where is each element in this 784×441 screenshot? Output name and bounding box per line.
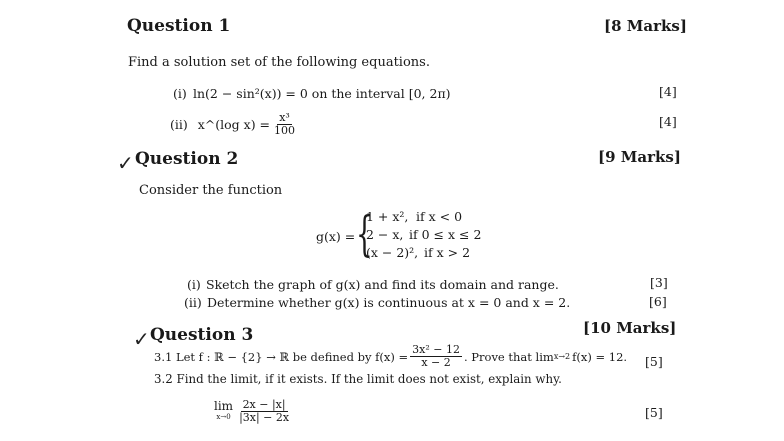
q1-item-i-label: (i) bbox=[173, 86, 187, 101]
limit-subscript: x→0 bbox=[216, 412, 231, 421]
q3-marks: [10 Marks] bbox=[583, 319, 677, 337]
q2-func-name: g(x) = bbox=[316, 229, 356, 244]
q2-title: Question 2 bbox=[135, 149, 239, 169]
q1-item-ii-marks: [4] bbox=[659, 114, 677, 129]
q1-item-i-marks: [4] bbox=[659, 84, 677, 99]
case-3-cond: if x > 2 bbox=[424, 245, 471, 260]
q1-item-i-text: ln(2 − sin²(x)) = 0 on the interval [0, 2π) bbox=[193, 86, 451, 101]
fraction-numerator: 3x² − 12 bbox=[412, 343, 460, 356]
q2-item-i-marks: [3] bbox=[650, 275, 668, 290]
case-2-expr: 2 − x, bbox=[366, 227, 404, 242]
q1-item-ii bbox=[170, 112, 295, 137]
case-2-cond: if 0 ≤ x ≤ 2 bbox=[409, 227, 482, 242]
piecewise-brace: { bbox=[356, 206, 373, 262]
q2-item-ii-label: (ii) bbox=[184, 295, 202, 310]
case-3-expr: (x − 2)², bbox=[366, 245, 419, 260]
q2-intro: Consider the function bbox=[139, 183, 283, 198]
q2-item-ii-marks: [6] bbox=[649, 294, 667, 309]
case-1-expr: 1 + x², bbox=[366, 209, 409, 224]
q3-item-1-sub: x→2 bbox=[553, 352, 571, 361]
fraction-denominator: 100 bbox=[274, 124, 296, 137]
q1-item-ii-fraction bbox=[274, 112, 295, 137]
check-mark-icon: ✓ bbox=[133, 327, 150, 351]
q3-item-2: 3.2 Find the limit, if it exists. If the limit does not exist, explain why. bbox=[154, 372, 562, 386]
q1-item-ii-lhs: x^(log x) = bbox=[197, 117, 271, 132]
q1-item-ii-label: (ii) bbox=[170, 117, 188, 132]
q3-title: Question 3 bbox=[150, 325, 254, 345]
q3-item-1-marks: [5] bbox=[645, 354, 663, 369]
fraction-numerator: 2x − |x| bbox=[242, 398, 286, 411]
q3-item-1-post: . Prove that lim bbox=[463, 349, 554, 364]
limit-fraction bbox=[239, 399, 289, 424]
limit-operator bbox=[214, 398, 234, 423]
q2-item-ii-text: Determine whether g(x) is continuous at x = 0 and x = 2. bbox=[207, 295, 571, 310]
check-mark-icon: ✓ bbox=[117, 151, 134, 175]
q2-marks: [9 Marks] bbox=[598, 148, 681, 166]
q1-marks: [8 Marks] bbox=[604, 17, 687, 35]
case-1-cond: if x < 0 bbox=[416, 209, 463, 224]
q1-title: Question 1 bbox=[127, 16, 231, 36]
q2-item-i-label: (i) bbox=[187, 277, 201, 292]
q1-intro: Find a solution set of the following equations. bbox=[128, 55, 430, 70]
limit-word: lim bbox=[214, 398, 234, 413]
q3-item-1-end: f(x) = 12. bbox=[572, 349, 628, 364]
q3-item-2-marks: [5] bbox=[645, 405, 663, 420]
q2-item-i-text: Sketch the graph of g(x) and find its domain and range. bbox=[206, 277, 559, 292]
fraction-denominator: x − 2 bbox=[421, 356, 451, 369]
fraction-numerator: x³ bbox=[279, 111, 290, 124]
q3-item-1-fraction bbox=[410, 344, 462, 369]
q3-item-1-pre: 3.1 Let f : ℝ − {2} → ℝ be defined by f(x) = bbox=[154, 349, 409, 364]
q3-limit-expression bbox=[214, 399, 289, 424]
fraction-denominator: |3x| − 2x bbox=[239, 411, 290, 424]
q3-item-1 bbox=[154, 344, 627, 369]
